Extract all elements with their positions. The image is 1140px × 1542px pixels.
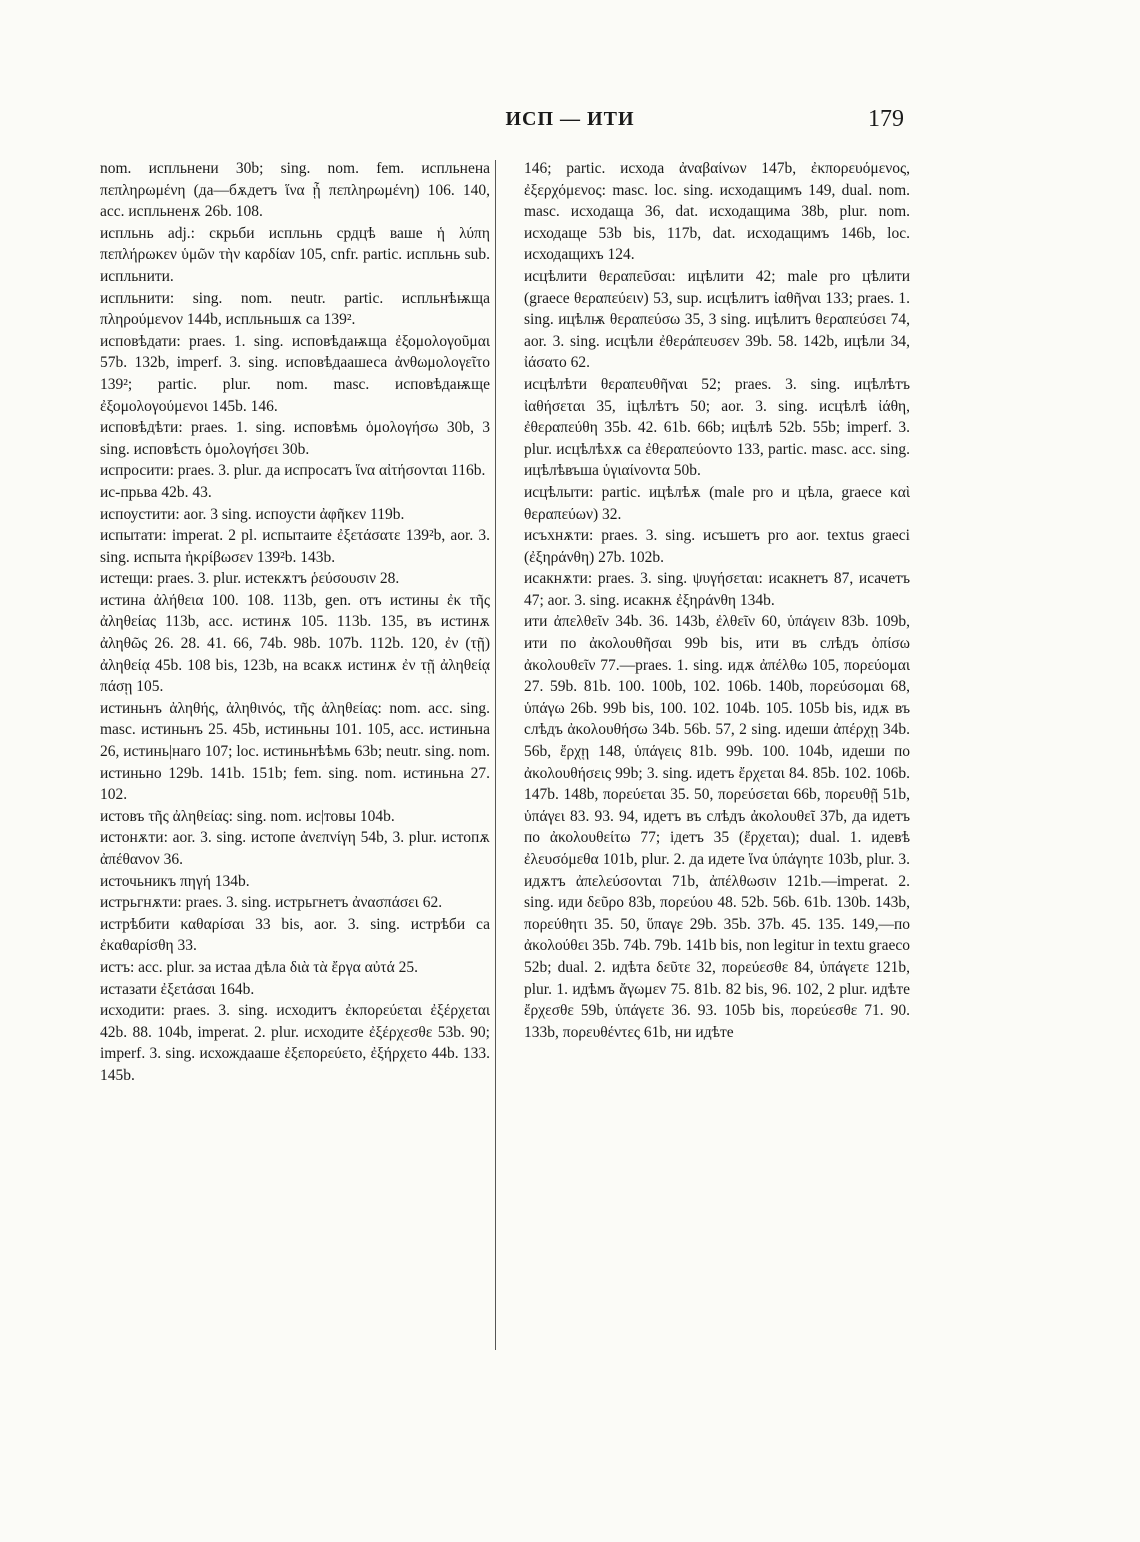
page-header [0,100,1140,140]
right-column [502,158,910,1043]
running-head: ИСП — ИТИ [505,108,635,130]
entry: исцѣлѣти θεραπευθῆναι 52; praes. 3. sing. ицѣлѣтъ ἰαθήσεται 35, іцѣлѣтъ 50; aor. 3. sing. исцѣлѣ ἰάθη, ἐθεραπεύθη 35b. 42. 61b. 66b; ицѣлѣ 52b. 55b; imperf. 3. plur. исцѣлѣхѫ са ἐθεραπεύοντο 133, partic. masc. acc. sing. ицѣлѣвъша ὑγιαίνοντα 50b. [524,375,910,480]
entry: испльнь adj.: скрьби испльнь срдцѣ ваше ἡ λύπη πεπλήρωκεν ὑμῶν τὴν καρδίαν 105, cnfr. partic. испльнь sub. испльнити. [100,224,490,285]
entry: истещи: praes. 3. plur. истекѫтъ ῥεύσουσιν 28. [100,570,400,588]
entry: исповѣдати: praes. 1. sing. исповѣдаѭща ἐξομολογοῦμαι 57b. 132b, imperf. 3. sing. исповѣдаашеса ἀνθωμολογεῖτο 139²; partic. plur. nom. masc. исповѣдаѭще ἐξομολογούμενοι 145b. 146. [100,332,490,415]
entry: ити ἀπελθεῖν 34b. 36. 143b, ἐλθεῖν 60, ὑπάγειν 83b. 109b, ити по ἀκολουθῆσαι 99b bis, ити въ слѣдъ ὀπίσω ἀκολουθεῖν 77.—praes. 1. sing. идѫ ἀπέλθω 105, πορεύομαι 27. 59b. 81b. 100. 100b, 102. 106b. 140b, πορεύσομαι 68, ὑπάγω 26b. 99b bis, 100. 102. 104b. 105. 105b bis, идѫ въ слѣдъ ἀκολουθήσω 34b. 56b. 57, 2 sing. идеши ἀπέρχῃ 34b. 56b, ἔρχῃ 148, ὑπάγεις 81b. 99b. 100. 104b, идеши по ἀκολουθήσεις 99b; 3. sing. идетъ ἔρχεται 84. 85b. 102. 106b. 147b. 148b, πορεύεται 35. 50, πορεύσεται 66b, πορευθῇ 51b, ὑπάγει 83. 93. 94, идетъ въ слѣдъ ἀκολουθεῖ 37b, да идетъ по ἀκολουθείτω 77; ідетъ 35 (ἔρχεται); dual. 1. идевѣ ἐλευσόμεθα 101b, plur. 2. да идете ἵνα ὑπάγητε 103b, plur. 3. идѫтъ ἀπελεύσονται 71b, ἀπέλθωσιν 121b.—imperat. 2. sing. иди δεῦρο 83b, πορεύου 48. 52b. 56b. 61b. 130b. 143b, πορεύθητι 35. 50, ὕπαγε 29b. 35b. 37b. 45. 135. 149,—по ἀκολούθει 35b. 74b. 79b. 141b bis, non legitur in textu graeco 52b; dual. 2. идѣта δεῦτε 32, πορεύεσθε 84, ὑπάγετε 121b, plur. 1. идѣмъ ἄγωμεν 75. 81b. 82 bis, 96. 102, 2 plur. идѣте ἔρχεσθε 59b, ὑπάγετε 36. 93. 105b bis, πορεύεσθε 71. 90. 133b, πορευθέντες 61b, ни идѣте [524,613,910,1041]
entry: исповѣдѣти: praes. 1. sing. исповѣмь ὁμολογήσω 30b, 3 sing. исповѣсть ὁμολογήσει 30b. [100,419,490,458]
entry: исакнѫти: praes. 3. sing. ψυγήσεται: исакнетъ 87, исачетъ 47; aor. 3. sing. исакнѫ ἐξηράνθη 134b. [524,570,910,609]
entry: nom. испльнени 30b; sing. nom. fem. испльнена πεπληρωμένη (да—бѫдетъ ἵνα ᾖ πεπληρωμένη) 106. 140, acc. испльненѫ 26b. 108. [100,160,490,221]
entry: истонѫти: aor. 3. sing. истопе ἀνεπνίγη 54b, 3. plur. истопѫ ἀπέθανον 36. [100,829,490,868]
entry: испльнити: sing. nom. neutr. partic. испльнѣѭща πληρούμενον 144b, испльньшѫ са 139². [100,289,490,329]
entry: 146; partic. исхода ἀναβαίνων 147b, ἐκπορευόμενος, ἐξερχόμενος: masc. loc. sing. исходащимъ 149, dual. nom. masc. исходаща 36, dat. исходащима 38b, plur. nom. исходаще 53b bis, 117b, dat. исходащимъ 146b, loc. исходащихъ 124. [524,160,910,264]
entry: испросити: praes. 3. plur. да испросатъ ἵνα αἰτήσονται 116b. [100,462,486,480]
entry: источьникъ πηγή 134b. [100,872,250,890]
column-divider [495,160,496,1350]
entry: испытати: imperat. 2 pl. испытаите ἐξετάσατε 139²b, aor. 3. sing. испыта ἠκρίβωσεν 139²b. 143b. [100,527,490,566]
entry: истиньнъ ἀληθής, ἀληθινός, τῆς ἀληθείας: nom. acc. sing. masc. истиньнъ 25. 45b, истиньны 101. 105, acc. истиньна 26, истинь|наго 107; loc. истиньнѣѣмь 63b; neutr. sing. nom. истиньно 129b. 141b. 151b; fem. sing. nom. истиньна 27. 102. [100,699,490,804]
entry: истъ: acc. plur. за истаа дѣла διὰ τὰ ἔργα αὐτά 25. [100,958,419,976]
entry: истазати ἐξετάσαι 164b. [100,980,255,998]
entry: истрьгнѫти: praes. 3. sing. истрьгнетъ ἀνασπάσει 62. [100,894,443,912]
entry: исцѣлыти: partic. ицѣлѣѫ (male pro и цѣла, graece καὶ θεραπεύων) 32. [524,483,910,523]
entry: истовъ τῆς ἀληθείας: sing. nom. ис|товы 104b. [100,807,395,825]
entry: истрѣбити καθαρίσαι 33 bis, aor. 3. sing. истрѣби са ἐκαθαρίσθη 33. [100,915,490,955]
entry: исходити: praes. 3. sing. исходитъ ἐκπορεύεται ἐξέρχεται 42b. 88. 104b, imperat. 2. plur. исходите ἐξέρχεσθε 53b. 90; imperf. 3. sing. исхождааше ἐξεπορεύετο, ἐξήρχετο 44b. 133. 145b. [100,1002,490,1084]
entry: исцѣлити θεραπεῦσαι: ицѣлити 42; male pro цѣлити (graece θεραπεύειν) 53, sup. исцѣлитъ ἰαθῆναι 133; praes. 1. sing. ицѣлѭ θεραπεύσω 35, 3 sing. ицѣлитъ θεραπεύσει 74, aor. 3. sing. исцѣли ἐθεράπευσεν 39b. 58. 142b, ицѣли 34, ἰάσατο 62. [524,267,910,372]
page-number: 179 [868,106,904,132]
left-column [78,158,490,1087]
entry: исъхнѫти: praes. 3. sing. исъшетъ pro aor. textus graeci (ἐξηράνθη) 27b. 102b. [524,527,910,566]
entry: истина ἀλήθεια 100. 108. 113b, gen. отъ истины ἐκ τῆς ἀληθείας 113b, acc. истинѫ 105. 113b. 135, въ истинѫ ἀληθῶς 26. 28. 41. 66, 74b. 98b. 107b. 112b. 120, ἐν (τῇ) ἀληθείᾳ 45b. 108 bis, 123b, на всакѫ истинѫ ἐν τῇ ἀληθείᾳ πάσῃ 105. [100,591,490,696]
entry: ис-прьва 42b. 43. [100,483,212,501]
entry: испоустити: aor. 3 sing. испоусти ἀφῆκεν 119b. [100,505,405,523]
